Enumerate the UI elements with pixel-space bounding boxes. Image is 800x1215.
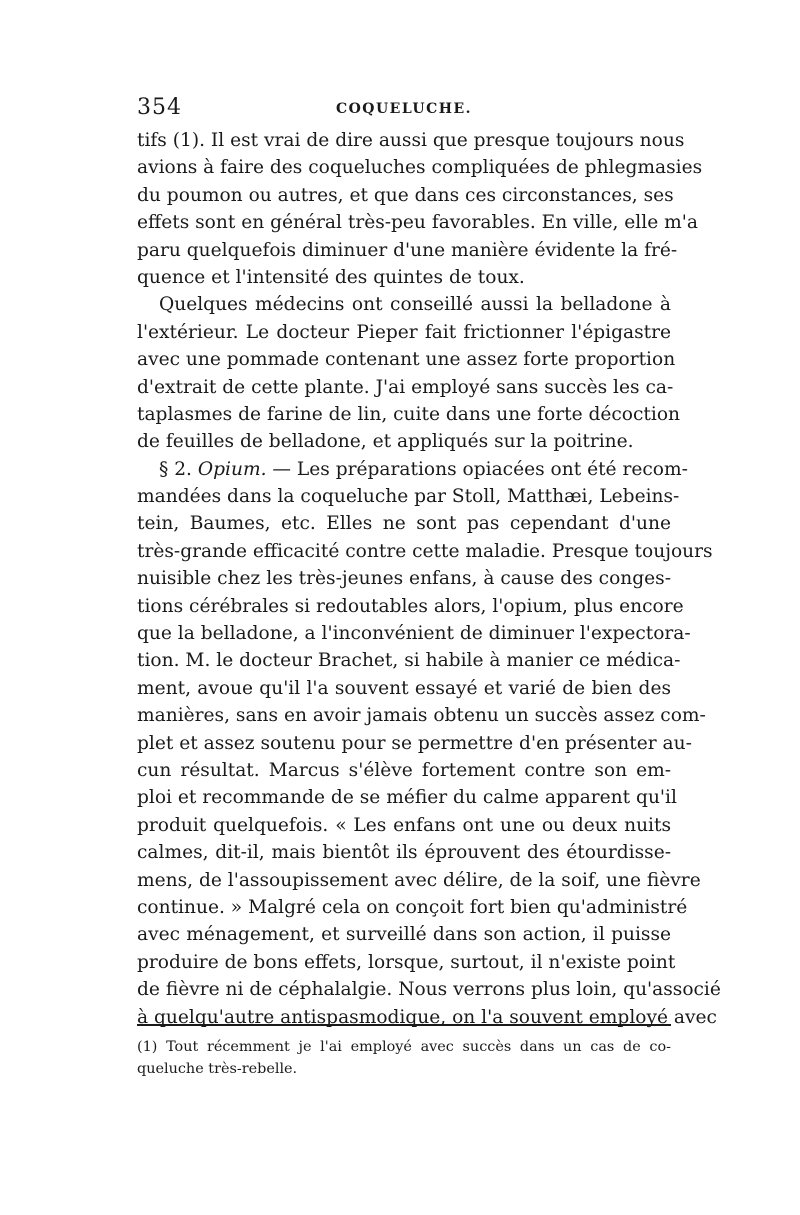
section-marker: § 2. (159, 458, 192, 480)
text-line: mens, de l'assoupissement avec délire, de la soif, une fièvre (137, 869, 701, 891)
section-title: Opium. (197, 458, 267, 480)
text-line: plet et assez soutenu pour se permettre d'en présenter au- (137, 732, 692, 754)
text-line: ment, avoue qu'il l'a souvent essayé et varié de bien des (137, 677, 671, 699)
text-line: l'extérieur. Le docteur Pieper fait frictionner l'épigastre (137, 321, 671, 343)
text-line: d'extrait de cette plante. J'ai employé sans succès les ca- (137, 376, 674, 398)
text-line: produit quelquefois. « Les enfans ont une ou deux nuits (137, 814, 671, 836)
footnote-line: (1) Tout récemment je l'ai employé avec succès dans un cas de co- (137, 1039, 671, 1055)
running-title: COQUELUCHE. (335, 101, 473, 117)
section-heading-line: § 2. Opium. — Les préparations opiacées ont été recom- (159, 458, 688, 480)
text-line: avec une pommade contenant une assez forte proportion (137, 349, 676, 371)
text-line: tein, Baumes, etc. Elles ne sont pas cependant d'une (137, 513, 671, 535)
text-line: calmes, dit-il, mais bientôt ils éprouvent des étourdisse- (137, 842, 671, 864)
text-line: tion. M. le docteur Brachet, si habile à manier ce médica- (137, 650, 681, 672)
body-text (137, 127, 721, 1031)
text-line: Les préparations opiacées ont été recom- (296, 458, 688, 480)
text-line: nuisible chez les très-jeunes enfans, à cause des conges- (137, 568, 671, 590)
text-line: mandées dans la coqueluche par Stoll, Matthæi, Lebeins- (137, 486, 680, 508)
text-line: produire de bons effets, lorsque, surtout, il n'existe point (137, 951, 676, 973)
text-line: de feuilles de belladone, et appliqués sur la poitrine. (137, 431, 634, 453)
text-line: paru quelquefois diminuer d'une manière évidente la fré- (137, 239, 678, 261)
text-line: quence et l'intensité des quintes de toux. (137, 266, 525, 288)
text-line: du poumon ou autres, et que dans ces circonstances, ses (137, 184, 674, 206)
text-line: tifs (1). Il est vrai de dire aussi que presque toujours nous (137, 130, 685, 151)
text-line: à quelqu'autre antispasmodique, on l'a souvent employé avec (137, 1006, 717, 1028)
footnotes (137, 1036, 671, 1080)
text-line: de fièvre ni de céphalalgie. Nous verrons plus loin, qu'associé (137, 979, 721, 1001)
text-line: très-grande efficacité contre cette maladie. Presque toujours (137, 540, 713, 562)
text-line: avec ménagement, et surveillé dans son action, il puisse (137, 924, 671, 946)
text-line: tions cérébrales si redoutables alors, l'opium, plus encore (137, 595, 684, 617)
page-number: 354 (137, 95, 182, 120)
text-line: que la belladone, a l'inconvénient de diminuer l'expectora- (137, 623, 691, 645)
footnote-divider (137, 1024, 671, 1026)
text-line: taplasmes de farine de lin, cuite dans une forte décoction (137, 403, 681, 425)
text-line: manières, sans en avoir jamais obtenu un succès assez com- (137, 705, 706, 727)
footnote-line: queluche très-rebelle. (137, 1061, 298, 1077)
text-line: effets sont en général très-peu favorables. En ville, elle m'a (137, 212, 698, 234)
text-line: avions à faire des coqueluches compliquées de phlegmasies (137, 157, 703, 179)
text-line: ploi et recommande de se méfier du calme apparent qu'il (137, 787, 677, 809)
page-header (137, 95, 671, 125)
text-line: continue. » Malgré cela on conçoit fort bien qu'administré (137, 896, 688, 918)
text-line: cun résultat. Marcus s'élève fortement contre son em- (137, 759, 671, 781)
text-line: Quelques médecins ont conseillé aussi la belladone à (159, 294, 671, 316)
